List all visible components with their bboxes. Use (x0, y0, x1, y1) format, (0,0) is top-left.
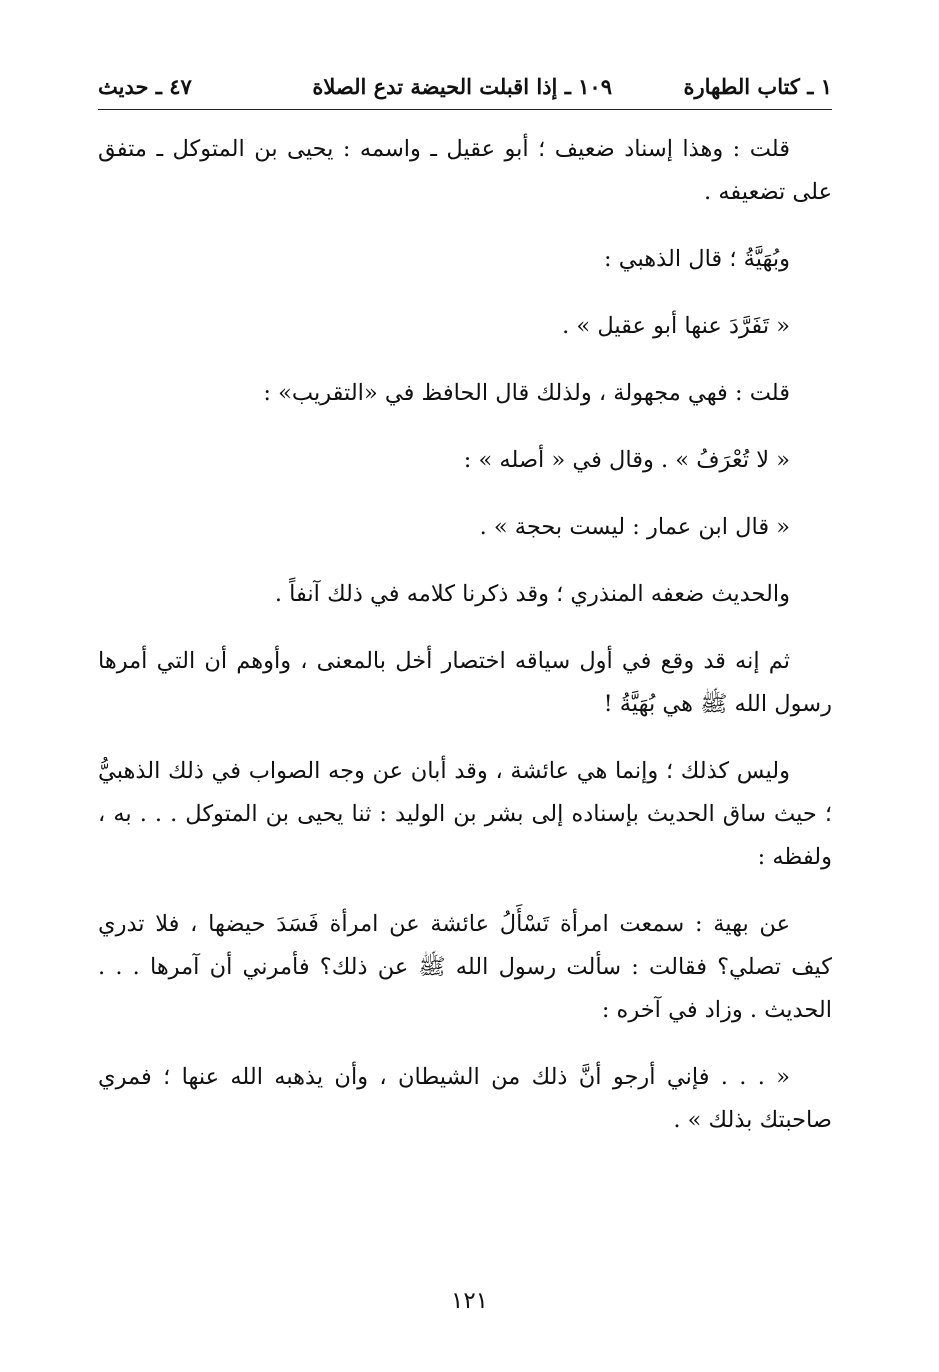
paragraph-5: « لا تُعْرَفُ » . وقال في « أصله » : (463, 447, 790, 473)
paragraph-7: والحديث ضعفه المنذري ؛ وقد ذكرنا كلامه في ذلك آنفاً . (274, 581, 790, 607)
paragraph-9: وليس كذلك ؛ وإنما هي عائشة ، وقد أبان عن وجه الصواب في ذلك الذهبيُّ ؛ حيث ساق الحديث بإسناده إلى بشر بن الوليد : ثنا يحيى بن المتوكل . . . به ، ولفظه : (98, 758, 832, 870)
header-chapter-title: ١٠٩ ـ إذا اقبلت الحيضة تدع الصلاة (312, 74, 612, 99)
paragraph-8: ثم إنه قد وقع في أول سياقه اختصار أخل بالمعنى ، وأوهم أن التي أمرها رسول الله ﷺ هي بُهَيَّةُ ! (98, 648, 832, 717)
paragraph-10: عن بهية : سمعت امرأة تَسْأَلُ عائشة عن امرأة فَسَدَ حيضها ، فلا تدري كيف تصلي؟ فقالت : سألت رسول الله ﷺ عن ذلك؟ فأمرني أن آمرها . . . الحديث . وزاد في آخره : (98, 911, 832, 1023)
header-hadith-number: ٤٧ ـ حديث (98, 74, 192, 99)
running-header (98, 70, 832, 110)
page-number: ١٢١ (450, 1288, 489, 1314)
paragraph-1: قلت : وهذا إسناد ضعيف ؛ أبو عقيل ـ واسمه : يحيى بن المتوكل ـ متفق على تضعيفه . (98, 136, 832, 205)
paragraph-3: « تَفَرَّدَ عنها أبو عقيل » . (562, 313, 790, 339)
paragraph-2: وبُهَيَّةُ ؛ قال الذهبي : (604, 246, 790, 272)
page-body (98, 128, 832, 1142)
paragraph-11: « . . . فإني أرجو أنَّ ذلك من الشيطان ، وأن يذهبه الله عنها ؛ فمري صاحبتك بذلك » . (98, 1064, 832, 1133)
paragraph-4: قلت : فهي مجهولة ، ولذلك قال الحافظ في «التقريب» : (263, 380, 790, 406)
paragraph-6: « قال ابن عمار : ليست بحجة » . (479, 514, 790, 540)
header-book-title: ١ ـ كتاب الطهارة (683, 74, 832, 99)
header-divider (98, 109, 832, 110)
